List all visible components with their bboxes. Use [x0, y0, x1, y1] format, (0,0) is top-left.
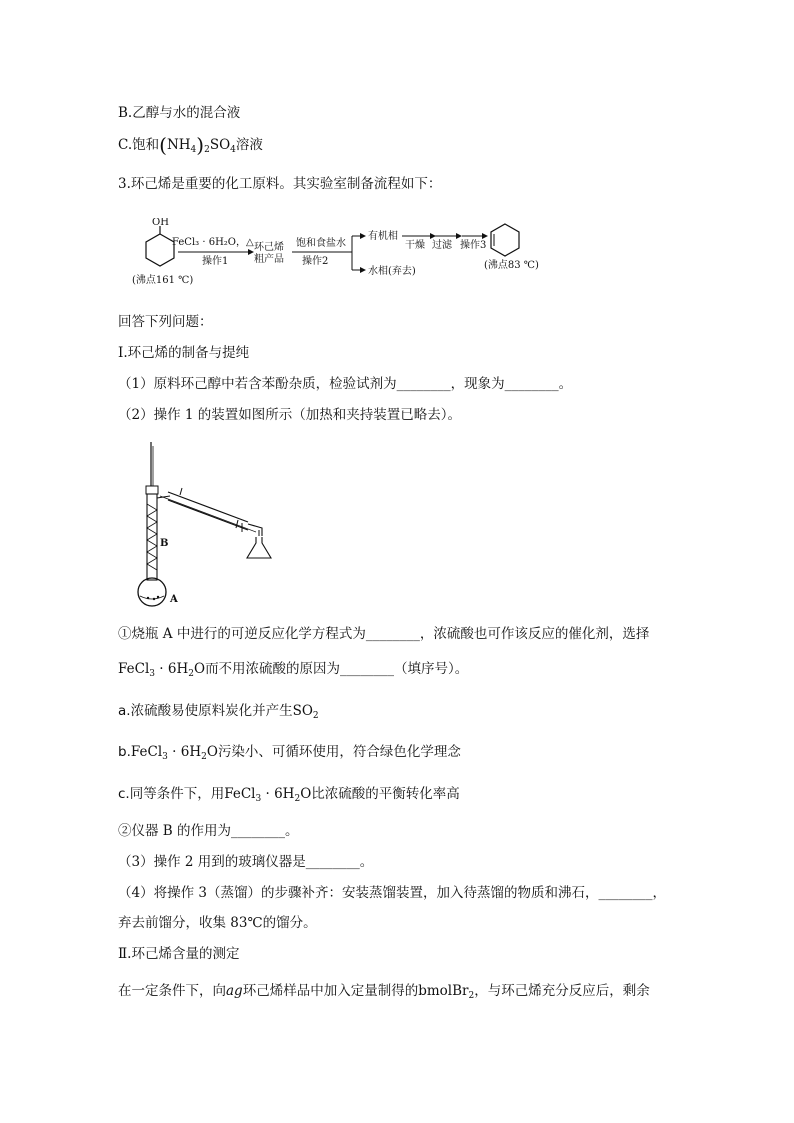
option-c-prefix: C.饱和	[118, 137, 160, 153]
answer-prompt: 回答下列问题：	[118, 314, 213, 330]
option-b: B.乙醇与水的混合液	[118, 105, 241, 121]
question-1: （1）原料环己醇中若含苯酚杂质，检验试剂为________，现象为________。	[118, 376, 573, 392]
option-c	[118, 133, 263, 159]
part-2-intro: 在一定条件下，向ag环己烯样品中加入定量制得的bmolBr$_2$，与环己烯充分反应后，剩余	[118, 983, 650, 1001]
option-c-catalyst: c.同等条件下，用FeCl$_3$ · $6H_2O$比浓硫酸的平衡转化率高	[118, 786, 460, 804]
organic-phase-label: 有机相	[368, 231, 398, 242]
part-2-title: Ⅱ.环己烯含量的测定	[118, 946, 240, 962]
option-b-catalyst: b.FeCl$_3$ · $6H_2O$污染小、可循环使用，符合绿色化学理念	[118, 744, 461, 762]
dry-label: 干燥	[405, 240, 425, 251]
option-a: a.浓硫酸易使原料炭化并产生$SO_2$	[118, 703, 319, 721]
question-3-intro: 3.环己烯是重要的化工原料。其实验室制备流程如下：	[118, 176, 442, 192]
ferric-chloride-hydrate-formula: FeCl$_3$ · $6H_2O$	[224, 786, 312, 804]
option-c-suffix: 溶液	[235, 137, 263, 153]
so2-formula: $SO_2$	[292, 703, 319, 721]
question-2-2: ②仪器 B 的作用为________。	[118, 823, 299, 839]
brine-label: 饱和食盐水	[296, 238, 346, 249]
label-a: A	[170, 594, 178, 605]
ferric-chloride-hydrate-formula: FeCl$_3$ · $6H_2O$	[118, 661, 206, 679]
question-4-line1: （4）将操作 3（蒸馏）的步骤补齐：安装蒸馏装置，加入待蒸馏的物质和沸石，________，	[118, 885, 666, 901]
crude-label-1: 环己烯	[254, 242, 284, 253]
operation-1-label: 操作1	[202, 256, 229, 267]
oh-label: OH	[152, 218, 169, 228]
question-2: （2）操作 1 的装置如图所示（加热和夹持装置已略去）。	[118, 407, 462, 423]
distillation-apparatus-figure	[130, 440, 280, 615]
boiling-point-end: (沸点83 ℃)	[484, 260, 539, 271]
reagent-label: FeCl₃ · 6H₂O，△	[172, 237, 254, 248]
boiling-point-start: (沸点161 ℃)	[132, 275, 194, 286]
crude-label-2: 粗产品	[254, 254, 284, 265]
question-4-line2: 弃去前馏分，收集 83℃的馏分。	[118, 915, 317, 931]
ferric-chloride-hydrate-formula: FeCl$_3$ · $6H_2O$	[130, 744, 218, 762]
operation-3-label: 操作3	[460, 240, 487, 251]
question-2-1-line2: FeCl$_3$ · $6H_2O$而不用浓硫酸的原因为________（填序号）。	[118, 661, 469, 679]
mass-variable: ag	[226, 983, 243, 999]
question-3: （3）操作 2 用到的玻璃仪器是________。	[118, 854, 374, 870]
cyclohexanol-structure	[146, 234, 174, 266]
preparation-flow-scheme	[130, 218, 550, 298]
question-2-1-line1: ①烧瓶 A 中进行的可逆反应化学方程式为________，浓硫酸也可作该反应的催化剂，选择	[118, 626, 650, 642]
ammonium-sulfate-formula: $(NH_4)_2SO_4$	[159, 133, 236, 157]
bromine-amount-formula: bmolBr$_2$	[418, 983, 475, 1001]
label-b: B	[160, 538, 169, 549]
aqueous-phase-label: 水相(弃去)	[368, 266, 416, 277]
part-1-title: Ⅰ.环己烯的制备与提纯	[118, 345, 250, 361]
operation-2-label: 操作2	[302, 256, 329, 267]
filter-label: 过滤	[432, 240, 452, 251]
cyclohexene-structure	[491, 224, 519, 256]
